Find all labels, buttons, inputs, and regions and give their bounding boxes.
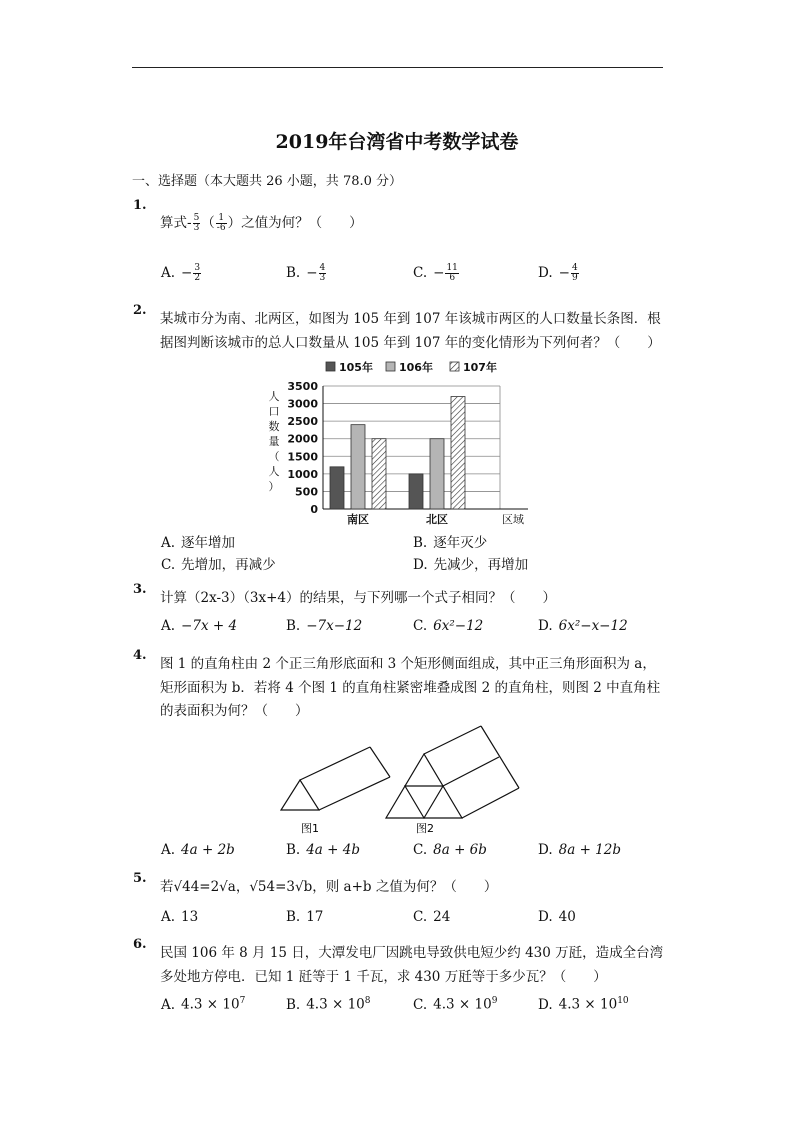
q5-option-a[interactable]: A. 13 xyxy=(161,909,199,925)
legend-swatch-3 xyxy=(450,362,459,371)
q6-line2: 多处地方停电．已知 1 瓩等于 1 千瓦，求 430 万瓩等于多少瓦？（ ） xyxy=(160,969,607,985)
q2-line2: 据图判断该城市的总人口数量从 105 年到 107 年的变化情形为下列何者？（ ） xyxy=(160,335,661,351)
x-tick-label: 北区 xyxy=(426,513,448,526)
q1-frac1: $\frac{5}{3}$ xyxy=(193,213,200,233)
y-label-char: 人 xyxy=(268,390,280,403)
q1-option-a[interactable]: A. − $\frac{3}{2}$ xyxy=(161,263,201,283)
q3-option-b[interactable]: B. −7x−12 xyxy=(286,618,363,634)
y-tick-label: 3500 xyxy=(287,380,318,393)
q2-option-d[interactable]: D. 先减少，再增加 xyxy=(413,557,529,573)
q6-number: 6. xyxy=(133,937,147,952)
q3-option-c[interactable]: C. 6x²−12 xyxy=(413,618,484,634)
fig2-caption: 图2 xyxy=(416,822,434,835)
x-axis-label: 区域 xyxy=(502,513,524,526)
q4-line1: 图 1 的直角柱由 2 个正三角形底面和 3 个矩形侧面组成，其中正三角形面积为 a， xyxy=(160,656,656,672)
y-label-char: 量 xyxy=(268,435,280,448)
chart-y-axis-label xyxy=(269,390,280,493)
y-tick-label: 2500 xyxy=(287,415,318,429)
y-label-char: ） xyxy=(268,480,280,493)
population-bar-chart xyxy=(260,356,540,528)
q4-option-c[interactable]: C. 8a + 6b xyxy=(413,842,487,858)
y-tick-label: 0 xyxy=(310,503,318,516)
q6-option-d[interactable]: D. $4.3 \times 10^{10}$ xyxy=(538,996,629,1013)
q4-number: 4. xyxy=(133,648,147,663)
q2-option-b[interactable]: B. 逐年灭少 xyxy=(413,535,488,551)
chart-x-ticks xyxy=(347,512,524,526)
q5-stem: 若√44=2√a，√54=3√b，则 a+b 之值为何？（ ） xyxy=(160,879,498,895)
q1-option-d[interactable]: D. − $\frac{4}{9}$ xyxy=(538,263,578,283)
section-heading: 一、选择题（本大题共 26 小题，共 78.0 分） xyxy=(132,174,403,189)
q1-number: 1. xyxy=(133,198,147,213)
q1-option-b[interactable]: B. − $\frac{4}{3}$ xyxy=(286,263,326,283)
prism-figure-1 xyxy=(281,747,390,810)
q1-option-c[interactable]: C. − $\frac{11}{6}$ xyxy=(413,263,458,283)
q2-option-c[interactable]: C. 先增加，再减少 xyxy=(161,557,276,573)
q6-option-a[interactable]: A. $4.3 \times 10^7$ xyxy=(161,996,246,1013)
bar-北区-107年 xyxy=(451,397,465,509)
legend-label-1: 105年 xyxy=(339,361,373,374)
prism-figures xyxy=(276,722,526,840)
y-tick-label: 3000 xyxy=(287,397,318,411)
q1-mid: （ xyxy=(201,215,215,231)
q4-line3: 的表面积为何？（ ） xyxy=(160,703,309,719)
chart-bars xyxy=(330,397,465,509)
bar-南区-105年 xyxy=(330,467,344,509)
q4-option-d[interactable]: D. 8a + 12b xyxy=(538,842,621,858)
q5-number: 5. xyxy=(133,871,147,886)
legend-swatch-1 xyxy=(326,362,335,371)
y-tick-label: 1000 xyxy=(287,467,318,481)
y-label-char: （ xyxy=(268,450,280,463)
q6-option-c[interactable]: C. $4.3 \times 10^9$ xyxy=(413,996,498,1013)
y-label-char: 人 xyxy=(268,465,280,478)
bar-北区-106年 xyxy=(430,439,444,509)
bar-南区-106年 xyxy=(351,425,365,509)
y-label-char: 数 xyxy=(268,420,280,433)
q4-option-b[interactable]: B. 4a + 4b xyxy=(286,842,360,858)
q3-option-a[interactable]: A. −7x + 4 xyxy=(161,618,238,634)
q6-option-b[interactable]: B. $4.3 \times 10^8$ xyxy=(286,996,371,1013)
bar-北区-105年 xyxy=(409,474,423,509)
chart-legend xyxy=(326,360,497,374)
q2-line1: 某城市分为南、北两区，如图为 105 年到 107 年该城市两区的人口数量长条图．根 xyxy=(160,311,661,327)
q5-option-c[interactable]: C. 24 xyxy=(413,909,451,925)
bar-南区-107年 xyxy=(372,439,386,509)
x-tick-label: 南区 xyxy=(347,513,369,526)
legend-swatch-2 xyxy=(386,362,395,371)
q3-stem: 计算（2x-3）（3x+4）的结果，与下列哪一个式子相同？（ ） xyxy=(160,590,556,606)
q6-line1: 民国 106 年 8 月 15 日，大潭发电厂因跳电导致供电短少约 430 万瓩，造成全台湾 xyxy=(160,945,664,961)
q5-option-b[interactable]: B. 17 xyxy=(286,909,324,925)
q2-number: 2. xyxy=(133,303,147,318)
y-tick-label: 1500 xyxy=(287,450,318,464)
q1-stem xyxy=(160,211,363,233)
legend-label-2: 106年 xyxy=(399,361,433,374)
fig1-caption: 图1 xyxy=(301,822,319,835)
y-tick-label: 500 xyxy=(295,485,318,499)
q3-number: 3. xyxy=(133,582,147,597)
q1-prefix: 算式- xyxy=(160,215,192,231)
q3-option-d[interactable]: D. 6x²−x−12 xyxy=(538,618,628,634)
chart-y-ticks xyxy=(287,380,318,516)
header-rule xyxy=(132,67,663,68)
page-title: 2019年台湾省中考数学试卷 xyxy=(275,131,519,153)
q1-frac2: $\frac{1}{-6}$ xyxy=(216,213,226,233)
prism-figure-2 xyxy=(386,726,519,818)
q1-suffix: ）之值为何？（ ） xyxy=(227,215,363,231)
q4-line2: 矩形面积为 b．若将 4 个图 1 的直角柱紧密堆叠成图 2 的直角柱，则图 2 中直角柱 xyxy=(160,680,661,696)
y-label-char: 口 xyxy=(268,405,280,418)
q5-option-d[interactable]: D. 40 xyxy=(538,909,576,925)
q2-option-a[interactable]: A. 逐年增加 xyxy=(161,535,236,551)
y-tick-label: 2000 xyxy=(287,432,318,446)
q4-option-a[interactable]: A. 4a + 2b xyxy=(161,842,235,858)
legend-label-3: 107年 xyxy=(463,361,497,374)
